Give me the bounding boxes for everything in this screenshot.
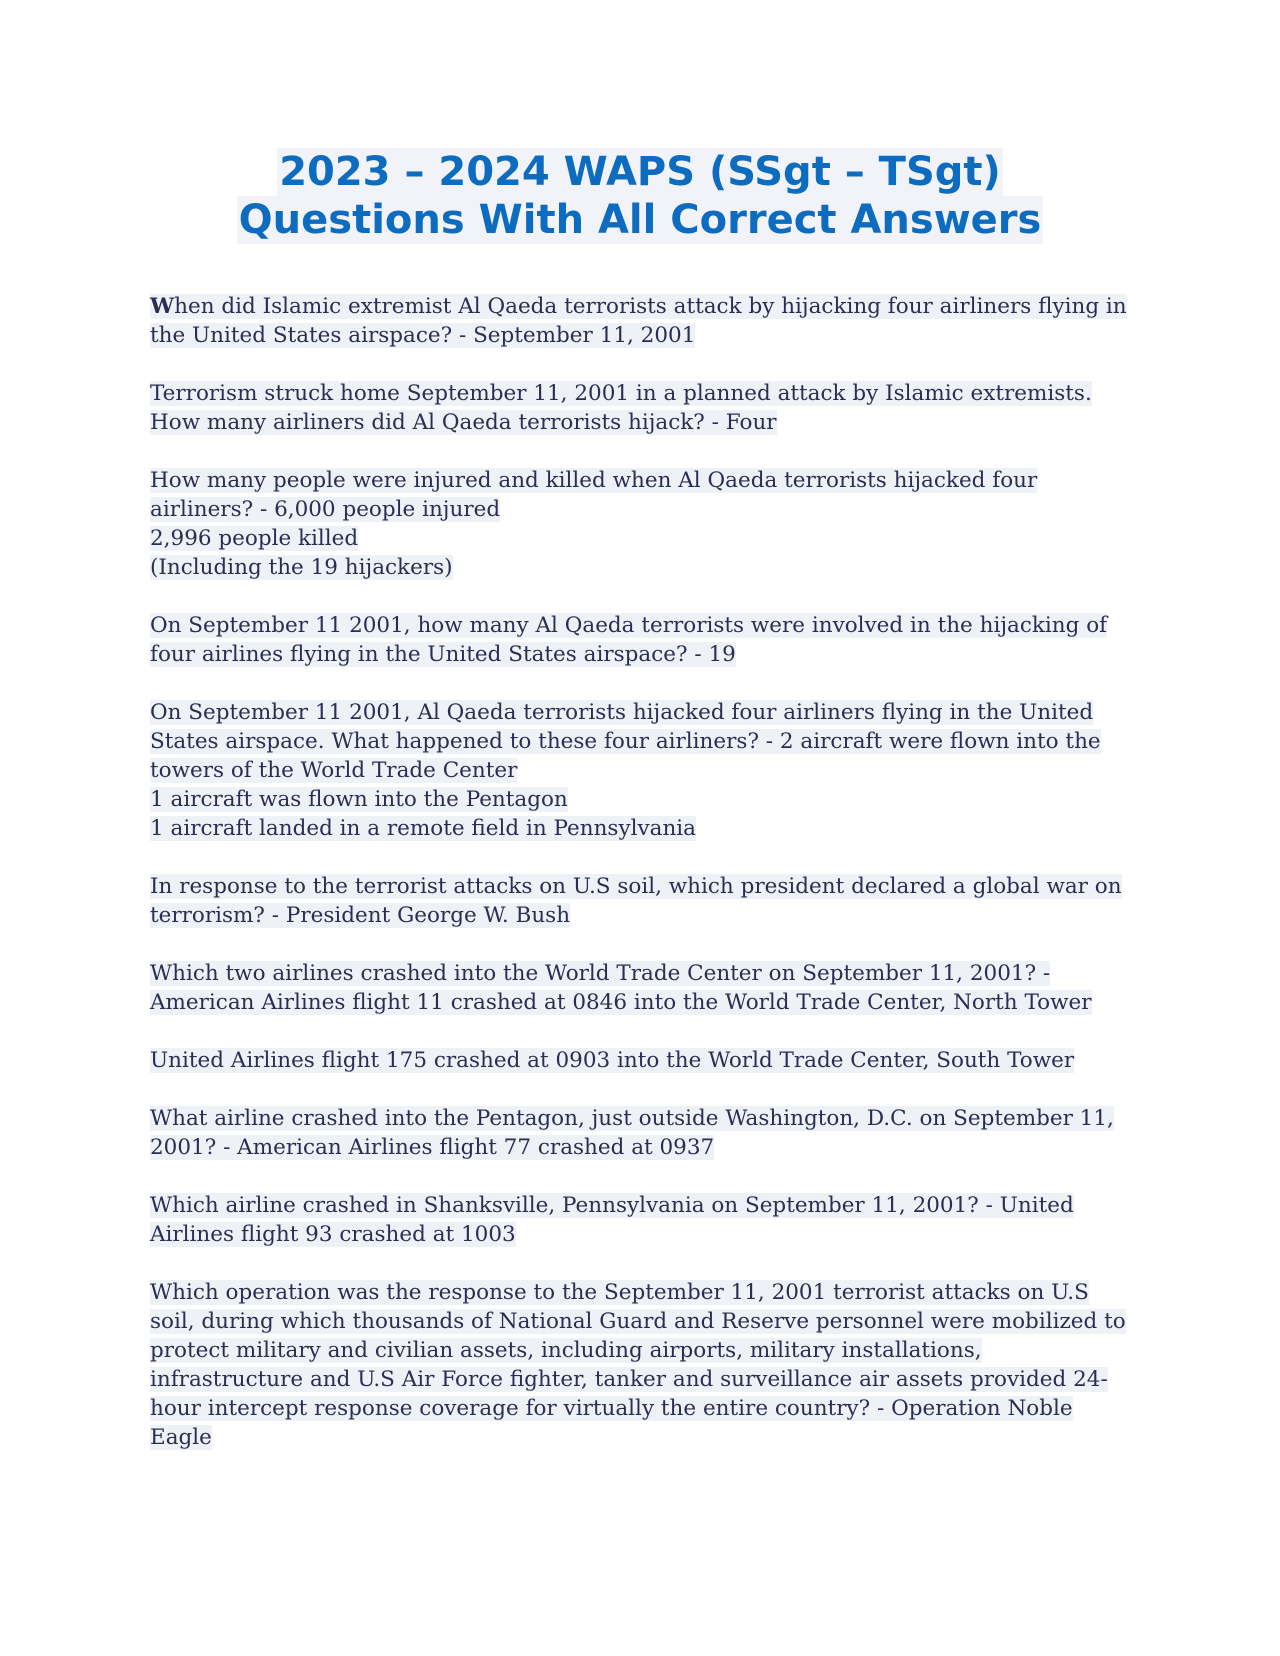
qa-item [150, 1191, 1140, 1249]
qa-item [150, 379, 1140, 437]
qa-text: United Airlines flight 175 crashed at 0903 into the World Trade Center, South Tower [150, 1048, 1075, 1073]
qa-text: On September 11 2001, how many Al Qaeda terrorists were involved in the hijacking of four airlines flying in the United States airspace? - 19 [150, 613, 1108, 667]
qa-text: In response to the terrorist attacks on U.S soil, which president declared a global war on terrorism? - President George W. Bush [150, 874, 1122, 928]
qa-text: On September 11 2001, Al Qaeda terrorists hijacked four airliners flying in the United States airspace. What happened to these four airliners? - 2 aircraft were flown into the towers of the World Trade Center [150, 700, 1101, 783]
title-line-1: 2023 – 2024 WAPS (SSgt – TSgt) [279, 149, 1001, 195]
qa-text: How many people were injured and killed when Al Qaeda terrorists hijacked four airliners? - 6,000 people injured [150, 468, 1038, 522]
qa-item [150, 1046, 1140, 1075]
qa-text: Terrorism struck home September 11, 2001 in a planned attack by Islamic extremists. How many airliners did Al Qaeda terrorists hijack? - Four [150, 381, 1092, 435]
qa-item [150, 466, 1140, 582]
qa-item [150, 292, 1140, 350]
qa-text: Which operation was the response to the September 11, 2001 terrorist attacks on U.S soil, during which thousands of National Guard and Reserve personnel were mobilized to protect military and civilian assets, including airports, military installations, infrastructure and U.S Air Force fighter, tanker and surveillance air assets provided 24-hour intercept response coverage for virtually the entire country? - Operation Noble Eagle [150, 1280, 1126, 1450]
qa-item [150, 611, 1140, 669]
qa-item [150, 1104, 1140, 1162]
qa-text-line: (Including the 19 hijackers) [150, 555, 453, 580]
qa-item [150, 1278, 1140, 1452]
qa-text: Which airline crashed in Shanksville, Pennsylvania on September 11, 2001? - United Airlines flight 93 crashed at 1003 [150, 1193, 1074, 1247]
qa-text: Which two airlines crashed into the World Trade Center on September 11, 2001? - American Airlines flight 11 crashed at 0846 into the World Trade Center, North Tower [150, 961, 1092, 1015]
qa-item [150, 698, 1140, 843]
qa-item [150, 959, 1140, 1017]
qa-text: hen did Islamic extremist Al Qaeda terrorists attack by hijacking four airliners flying in the United States airspace? - September 11, 2001 [150, 294, 1127, 348]
qa-list [150, 292, 1140, 1481]
document-title [0, 148, 1280, 244]
qa-text-line: 1 aircraft was flown into the Pentagon [150, 787, 568, 812]
drop-letter: W [150, 294, 175, 319]
title-line-2: Questions With All Correct Answers [238, 197, 1042, 243]
qa-text-line: 1 aircraft landed in a remote field in Pennsylvania [150, 816, 696, 841]
qa-text-line: 2,996 people killed [150, 526, 359, 551]
qa-item [150, 872, 1140, 930]
qa-text: What airline crashed into the Pentagon, just outside Washington, D.C. on September 11, 2001? - American Airlines flight 77 crashed at 0937 [150, 1106, 1114, 1160]
